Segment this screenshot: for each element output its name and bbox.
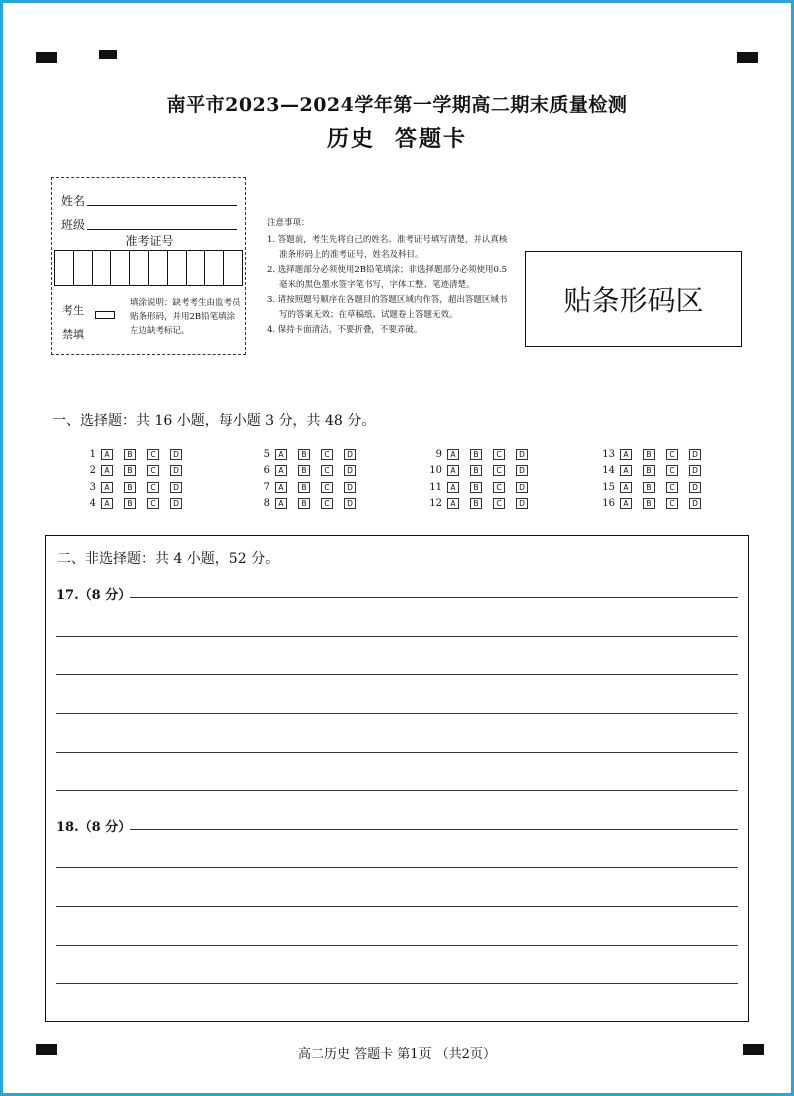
exam-number-grid[interactable] [54, 250, 243, 286]
option-d[interactable]: D [689, 449, 701, 460]
class-field[interactable] [61, 216, 85, 233]
position-mark-top-left [36, 52, 57, 63]
option-a[interactable]: A [101, 449, 113, 460]
option-b[interactable]: B [298, 498, 310, 509]
notice-item: 1. 答题前，考生先将自己的姓名、准考证号填写清楚，并认真核准条形码上的准考证号，姓名及科目。 [267, 235, 508, 260]
card-subtitle [0, 122, 794, 153]
answer-line[interactable] [56, 867, 738, 868]
option-d[interactable]: D [170, 498, 182, 509]
answer-line[interactable] [56, 945, 738, 946]
option-a[interactable]: A [447, 449, 459, 460]
option-b[interactable]: B [470, 498, 482, 509]
option-d[interactable]: D [516, 449, 528, 460]
forbid-label: 考生 禁填 [62, 304, 84, 341]
mcq-column [256, 446, 396, 512]
position-mark-top-right [737, 52, 758, 63]
option-c[interactable]: C [666, 482, 678, 493]
option-c[interactable]: C [493, 498, 505, 509]
mcq-row: 4 A B C D [82, 496, 222, 513]
answer-line[interactable] [130, 829, 738, 830]
subject-label: 历史 [326, 126, 375, 152]
position-mark-top-left-2 [99, 50, 117, 59]
option-a[interactable]: A [620, 465, 632, 476]
option-d[interactable]: D [170, 482, 182, 493]
mcq-row: 8 A B C D [256, 496, 396, 513]
option-b[interactable]: B [298, 482, 310, 493]
option-a[interactable]: A [620, 449, 632, 460]
option-a[interactable]: A [275, 498, 287, 509]
answer-line[interactable] [130, 597, 738, 598]
page-footer: 高二历史 答题卡 第1页 （共2页） [298, 1047, 496, 1062]
option-c[interactable]: C [666, 449, 678, 460]
option-b[interactable]: B [643, 482, 655, 493]
mcq-column [428, 446, 568, 512]
notice-item: 4. 保持卡面清洁，不要折叠，不要弄破。 [267, 325, 423, 335]
option-d[interactable]: D [516, 465, 528, 476]
answer-line[interactable] [56, 752, 738, 753]
option-d[interactable]: D [170, 449, 182, 460]
option-d[interactable]: D [689, 465, 701, 476]
mcq-row: 3 A B C D [82, 479, 222, 496]
answer-line[interactable] [56, 674, 738, 675]
option-b[interactable]: B [124, 465, 136, 476]
option-b[interactable]: B [124, 449, 136, 460]
mcq-row: 10 A B C D [428, 463, 568, 480]
option-c[interactable]: C [321, 498, 333, 509]
option-b[interactable]: B [470, 482, 482, 493]
option-b[interactable]: B [124, 482, 136, 493]
fill-instructions: 填涂说明：缺考考生由监考员贴条形码，并用2B铅笔填涂左边缺考标记。 [130, 298, 241, 336]
option-d[interactable]: D [344, 482, 356, 493]
option-b[interactable]: B [298, 465, 310, 476]
option-a[interactable]: A [275, 465, 287, 476]
barcode-area[interactable]: 贴条形码区 [525, 251, 742, 347]
option-d[interactable]: D [344, 465, 356, 476]
mcq-column [82, 446, 222, 512]
absent-mark-box[interactable] [95, 311, 115, 319]
answer-line[interactable] [56, 790, 738, 791]
option-b[interactable]: B [470, 465, 482, 476]
mcq-row: 15 A B C D [601, 479, 741, 496]
option-d[interactable]: D [516, 482, 528, 493]
mcq-row: 7 A B C D [256, 479, 396, 496]
option-c[interactable]: C [666, 498, 678, 509]
option-a[interactable]: A [447, 482, 459, 493]
question-17-label: 17.（8 分） [56, 588, 132, 603]
option-a[interactable]: A [275, 482, 287, 493]
option-a[interactable]: A [447, 465, 459, 476]
option-d[interactable]: D [689, 482, 701, 493]
card-label: 答题卡 [395, 126, 468, 152]
exam-title: 南平市2023—2024学年第一学期高二期末质量检测 [166, 94, 628, 116]
answer-line[interactable] [56, 983, 738, 984]
student-info-box [51, 177, 246, 355]
section1-title: 一、选择题：共 16 小题，每小题 3 分，共 48 分。 [52, 413, 376, 429]
mcq-row: 12 A B C D [428, 496, 568, 513]
option-b[interactable]: B [643, 498, 655, 509]
option-b[interactable]: B [643, 465, 655, 476]
question-18-label: 18.（8 分） [56, 820, 132, 835]
option-a[interactable]: A [620, 498, 632, 509]
option-a[interactable]: A [447, 498, 459, 509]
mcq-row: 16 A B C D [601, 496, 741, 513]
mcq-column [601, 446, 741, 512]
option-c[interactable]: C [493, 449, 505, 460]
option-c[interactable]: C [493, 482, 505, 493]
option-a[interactable]: A [101, 465, 113, 476]
answer-line[interactable] [56, 906, 738, 907]
option-a[interactable]: A [275, 449, 287, 460]
option-c[interactable]: C [321, 449, 333, 460]
option-d[interactable]: D [170, 465, 182, 476]
notice-item: 3. 请按照题号顺序在各题目的答题区域内作答，超出答题区域书写的答案无效；在草稿纸、试题卷上答题无效。 [267, 295, 508, 320]
section2-title: 二、非选择题：共 4 小题，52 分。 [57, 551, 280, 567]
option-b[interactable]: B [124, 498, 136, 509]
notice-block [267, 216, 512, 338]
notice-item: 2. 选择题部分必须使用2B铅笔填涂；非选择题部分必须使用0.5毫米的黑色墨水签字笔书写，字体工整、笔迹清楚。 [267, 265, 507, 290]
option-c[interactable]: C [147, 465, 159, 476]
notice-title: 注意事项： [267, 218, 310, 228]
mcq-row: 1 A B C D [82, 446, 222, 463]
mcq-row: 13 A B C D [601, 446, 741, 463]
option-a[interactable]: A [620, 482, 632, 493]
option-b[interactable]: B [643, 449, 655, 460]
option-b[interactable]: B [470, 449, 482, 460]
option-a[interactable]: A [101, 498, 113, 509]
answer-line[interactable] [56, 636, 738, 637]
option-c[interactable]: C [321, 465, 333, 476]
exam-number-label: 准考证号 [125, 234, 174, 248]
option-b[interactable]: B [298, 449, 310, 460]
option-c[interactable]: C [147, 498, 159, 509]
option-d[interactable]: D [344, 449, 356, 460]
name-label: 姓名 [61, 194, 86, 208]
mcq-row: 6 A B C D [256, 463, 396, 480]
answer-line[interactable] [56, 713, 738, 714]
mcq-row: 9 A B C D [428, 446, 568, 463]
option-d[interactable]: D [516, 498, 528, 509]
option-a[interactable]: A [101, 482, 113, 493]
option-c[interactable]: C [493, 465, 505, 476]
essay-answer-area [45, 535, 749, 1022]
mcq-row: 11 A B C D [428, 479, 568, 496]
mcq-row: 2 A B C D [82, 463, 222, 480]
option-c[interactable]: C [666, 465, 678, 476]
class-label: 班级 [61, 218, 86, 232]
option-c[interactable]: C [147, 449, 159, 460]
mcq-row: 14 A B C D [601, 463, 741, 480]
option-d[interactable]: D [689, 498, 701, 509]
option-c[interactable]: C [321, 482, 333, 493]
name-field[interactable] [61, 192, 85, 209]
option-d[interactable]: D [344, 498, 356, 509]
mcq-row: 5 A B C D [256, 446, 396, 463]
option-c[interactable]: C [147, 482, 159, 493]
